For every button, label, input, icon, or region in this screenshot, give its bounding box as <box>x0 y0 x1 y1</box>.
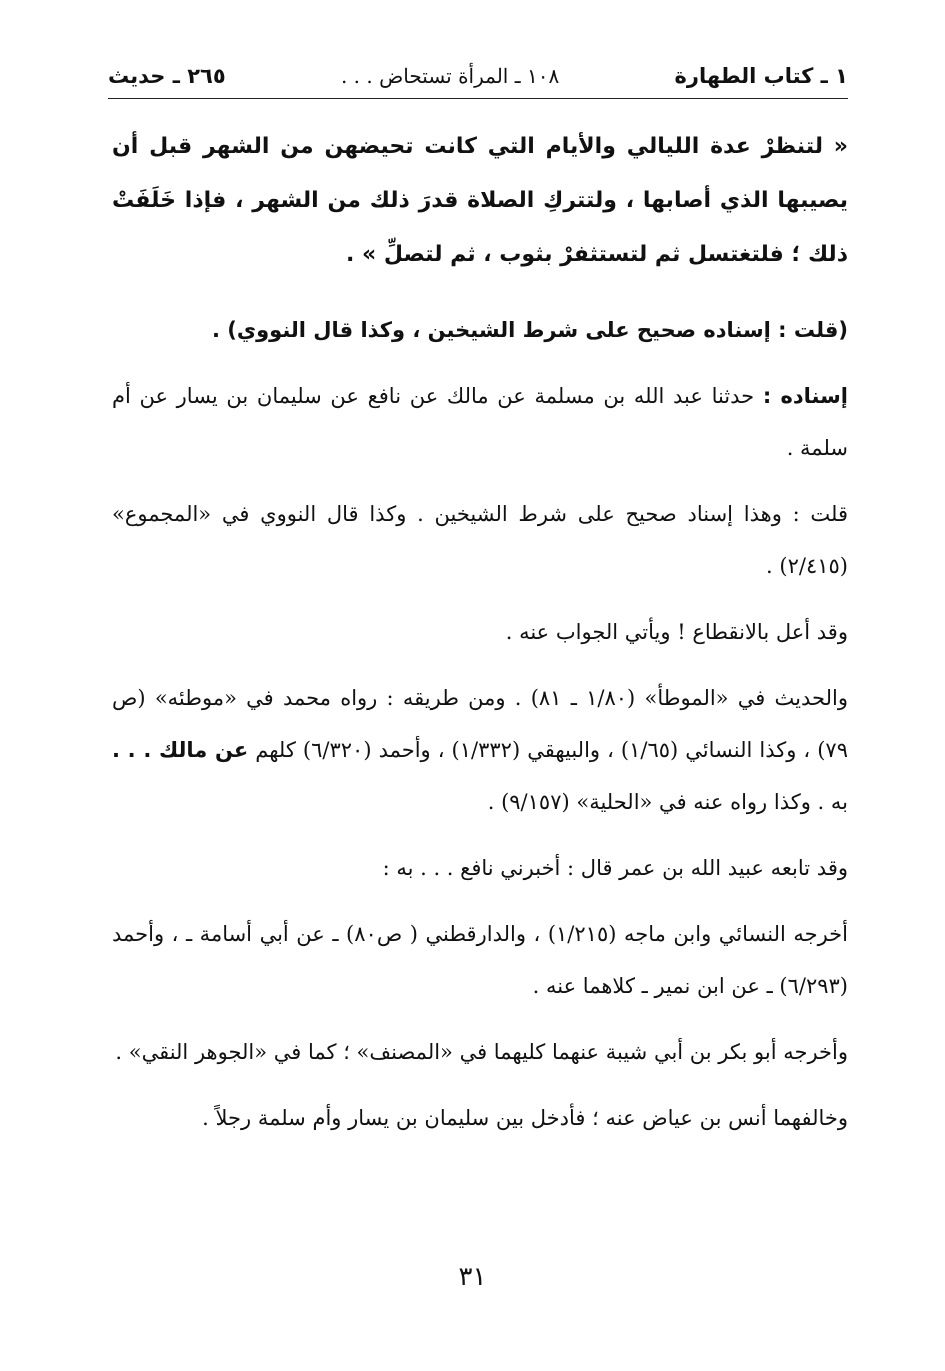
header-hadith-number: ٢٦٥ ـ حديث <box>108 64 226 88</box>
takhrij-emphasis: عن مالك . . . <box>112 738 249 762</box>
hadith-text: « لتنظرْ عدة الليالي والأيام التي كانت تحيضهن من الشهر قبل أن يصيبها الذي أصابها ، ولتتركِ الصلاة قدرَ ذلك من الشهر ، فإذا خَلَفَتْ ذلك ؛ فلتغتسل ثم لتستثفرْ بثوب ، ثم لتصلِّ » . <box>112 134 848 267</box>
running-header <box>108 54 848 99</box>
commentary-paragraph: وخالفهما أنس بن عياض عنه ؛ فأدخل بين سليمان بن يسار وأم سلمة رجلاً . <box>202 1106 848 1130</box>
grading-note: (قلت : إسناده صحيح على شرط الشيخين ، وكذا قال النووي) . <box>211 318 848 342</box>
takhrij-text: والحديث في «الموطأ» (١/٨٠ ـ ٨١) . ومن طريقه : رواه محمد في «موطئه» (ص ٧٩) ، وكذا النسائي (١/٦٥) ، والبيهقي (١/٣٣٢) ، وأحمد (٦/٣٢٠) كلهم <box>112 686 848 762</box>
header-chapter: ١ ـ كتاب الطهارة <box>674 64 848 88</box>
isnad-paragraph <box>112 370 848 474</box>
isnad-label: إسناده : <box>762 384 848 408</box>
isnad-text: حدثنا عبد الله بن مسلمة عن مالك عن نافع عن سليمان بن يسار عن أم سلمة . <box>112 384 848 460</box>
commentary-paragraph: أخرجه النسائي وابن ماجه (١/٢١٥) ، والدارقطني ( ص٨٠) ـ عن أبي أسامة ـ ، وأحمد (٦/٢٩٣) ـ عن ابن نمير ـ كلاهما عنه . <box>112 922 848 998</box>
header-section: ١٠٨ ـ المرأة تستحاض . . . <box>340 64 560 88</box>
takhrij-text: به . وكذا رواه عنه في «الحلية» (٩/١٥٧) . <box>487 790 848 814</box>
commentary-paragraph: قلت : وهذا إسناد صحيح على شرط الشيخين . وكذا قال النووي في «المجموع» (٢/٤١٥) . <box>112 502 848 578</box>
commentary-paragraph: وأخرجه أبو بكر بن أبي شيبة عنهما كليهما في «المصنف» ؛ كما في «الجوهر النقي» . <box>115 1040 848 1064</box>
takhrij-paragraph <box>112 672 848 828</box>
commentary-paragraph: وقد أعل بالانقطاع ! ويأتي الجواب عنه . <box>505 620 848 644</box>
page-number: ٣١ <box>458 1262 487 1292</box>
page-body <box>112 120 848 1144</box>
commentary-paragraph: وقد تابعه عبيد الله بن عمر قال : أخبرني نافع . . . به : <box>382 856 848 880</box>
